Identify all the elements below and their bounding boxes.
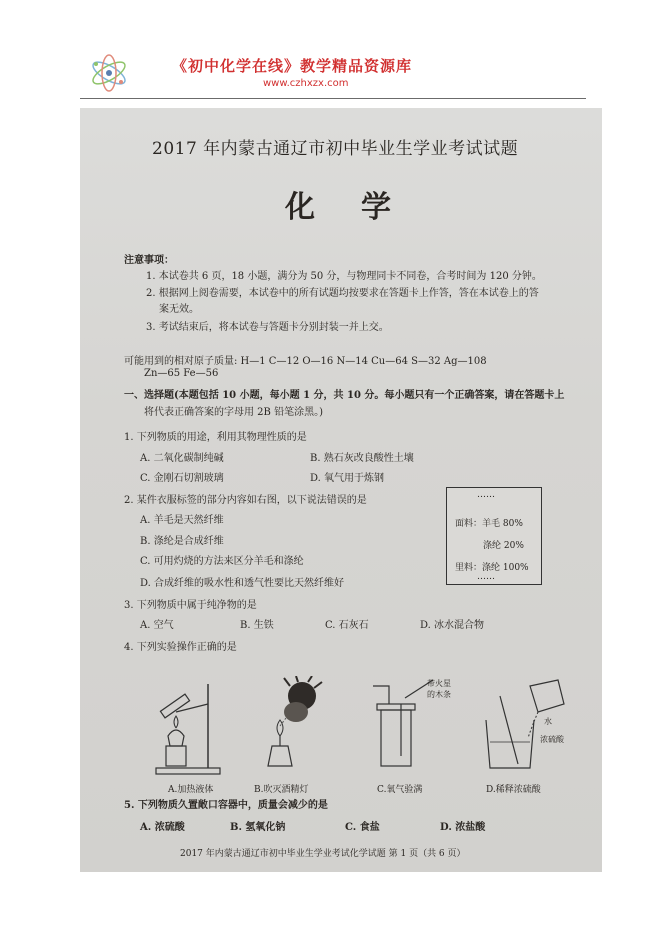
q3-option-b: B. 生铁 <box>240 620 274 631</box>
section-instruction: 将代表正确答案的字母用 2B 铅笔涂黑。) <box>144 407 323 418</box>
atomic-mass-line: 可能用到的相对原子质量: H—1 C—12 O—16 N—14 Cu—64 S—32 Ag—108 <box>124 356 487 367</box>
q5-option-a: A. 浓硫酸 <box>140 822 185 833</box>
note-wood-strip: 的木条 <box>427 690 451 699</box>
question-5-stem: 5. 下列物质久置敞口容器中，质量会减少的是 <box>124 800 328 811</box>
banner-url[interactable]: www.czhxzx.com <box>263 78 349 89</box>
q1-option-d: D. 氧气用于炼钢 <box>310 473 385 484</box>
banner-title: 《初中化学在线》教学精品资源库 <box>172 57 413 75</box>
tag-line-polyester: 涤纶 20% <box>483 541 524 551</box>
q3-option-c: C. 石灰石 <box>325 620 369 631</box>
q2-option-c: C. 可用灼烧的方法来区分羊毛和涤纶 <box>140 556 304 567</box>
q3-option-d: D. 冰水混合物 <box>420 620 485 631</box>
tag-dots-bottom: …… <box>477 572 495 582</box>
q3-option-a: A. 空气 <box>140 620 174 631</box>
q2-option-b: B. 涤纶是合成纤维 <box>140 536 224 547</box>
q2-option-a: A. 羊毛是天然纤维 <box>140 515 224 526</box>
q1-option-b: B. 熟石灰改良酸性土壤 <box>310 453 414 464</box>
notice-line: 1. 本试卷共 6 页，18 小题，满分为 50 分，与物理同卡不同卷，合考时间为 120 分钟。 <box>146 271 542 282</box>
tag-line-lining: 里料：涤纶 100% <box>455 563 529 573</box>
tag-dots-top: …… <box>477 490 495 500</box>
fig-heating-liquid <box>150 676 230 796</box>
q5-option-b: B. 氢氧化钠 <box>230 822 286 833</box>
notice-line: 2. 根据网上阅卷需要，本试卷中的所有试题均按要求在答题卡上作答，答在本试卷上的答 <box>146 288 539 299</box>
question-4-stem: 4. 下列实验操作正确的是 <box>124 642 237 653</box>
question-1-stem: 1. 下列物质的用途，利用其物理性质的是 <box>124 432 307 443</box>
note-water: 水 <box>544 717 552 726</box>
q5-option-c: C. 食盐 <box>345 822 380 833</box>
molecule-logo-icon <box>88 52 130 94</box>
section-heading: 一、选择题(本题包括 10 小题，每小题 1 分，共 10 分。每小题只有一个正确答案，请在答题卡上 <box>124 390 565 401</box>
exam-paper-photo <box>80 108 602 872</box>
atomic-mass-line: Zn—65 Fe—56 <box>144 368 219 379</box>
fig-oxygen-check <box>365 676 465 796</box>
caption-a: A.加热液体 <box>168 785 214 795</box>
notice-heading: 注意事项： <box>124 255 174 266</box>
note-glowing-stick: 带火星 <box>427 679 451 688</box>
caption-c: C.氧气验满 <box>377 785 423 795</box>
tag-line-fabric: 面料：羊毛 80% <box>455 519 523 529</box>
exam-title: 2017 年内蒙古通辽市初中毕业生学业考试试题 <box>152 139 519 159</box>
notice-line: 3. 考试结束后，将本试卷与答题卡分别封装一并上交。 <box>146 322 389 333</box>
header-divider <box>80 98 586 99</box>
fig-blow-out-lamp <box>250 676 340 796</box>
clothing-tag-figure <box>446 487 542 585</box>
q5-option-d: D. 浓盐酸 <box>440 822 486 833</box>
q1-option-c: C. 金刚石切割玻璃 <box>140 473 224 484</box>
beaker-icon <box>480 676 580 780</box>
person-blowing-icon <box>250 676 340 780</box>
fig-dilute-acid <box>480 676 580 796</box>
page-footer: 2017 年内蒙古通辽市初中毕业生学业考试化学试题 第 1 页（共 6 页） <box>180 849 466 859</box>
caption-b: B.吹灭酒精灯 <box>254 785 309 795</box>
iron-stand-icon <box>150 676 230 780</box>
question-3-stem: 3. 下列物质中属于纯净物的是 <box>124 600 257 611</box>
note-conc-acid: 浓硫酸 <box>540 735 564 744</box>
notice-line: 案无效。 <box>159 304 199 315</box>
q1-option-a: A. 二氧化碳制纯碱 <box>140 453 224 464</box>
site-header <box>0 0 661 100</box>
question-2-stem: 2. 某件衣服标签的部分内容如右图，以下说法错误的是 <box>124 495 367 506</box>
exam-subject: 化学 <box>285 190 437 225</box>
q2-option-d: D. 合成纤维的吸水性和透气性要比天然纤维好 <box>140 578 345 589</box>
q4-experiment-figures <box>150 676 570 796</box>
caption-d: D.稀释浓硫酸 <box>486 785 541 795</box>
